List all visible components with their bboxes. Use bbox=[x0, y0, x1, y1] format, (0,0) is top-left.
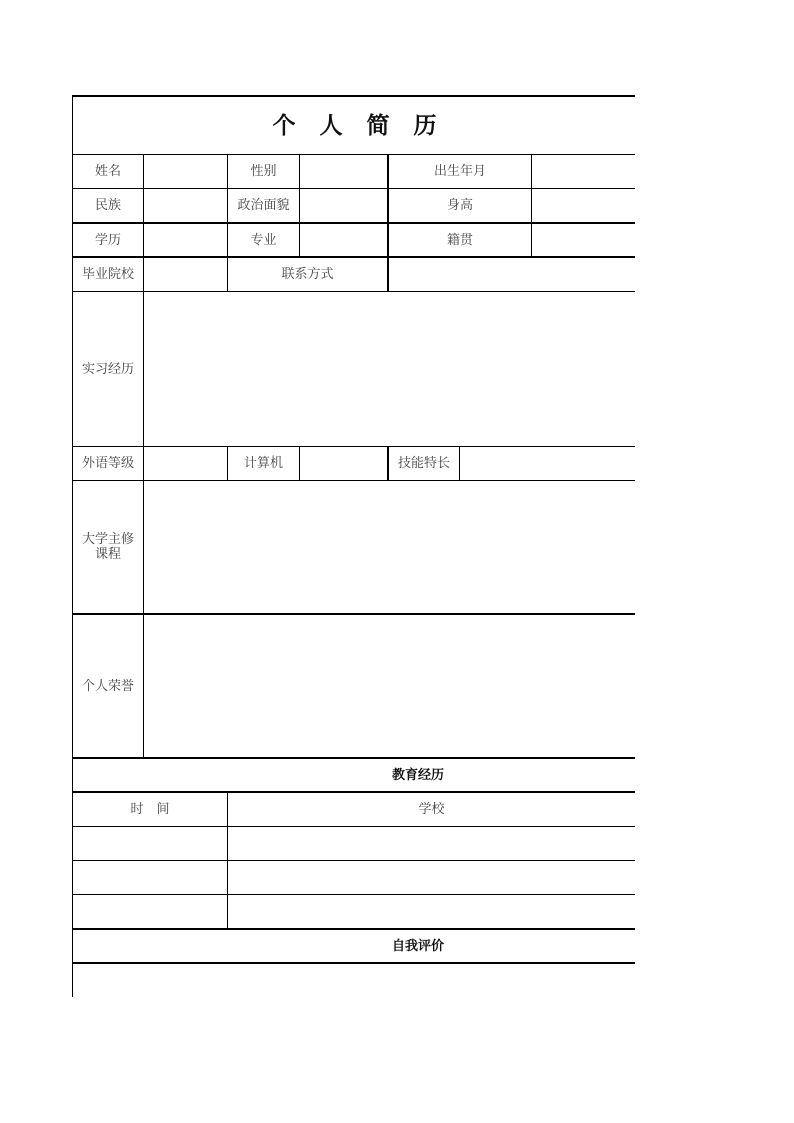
gender-value-cell[interactable] bbox=[300, 155, 387, 188]
label-courses: 大学主修课程 bbox=[81, 532, 134, 562]
foreign-language-value-cell[interactable] bbox=[144, 447, 227, 480]
label-honors: 个人荣誉 bbox=[81, 678, 134, 694]
label-native-place: 籍贯 bbox=[446, 232, 473, 248]
native-place-value-cell[interactable] bbox=[532, 224, 635, 256]
label-birth: 出生年月 bbox=[433, 164, 486, 179]
label-contact: 联系方式 bbox=[281, 267, 334, 282]
label-political-status: 政治面貌 bbox=[237, 198, 290, 213]
height-value-cell[interactable] bbox=[532, 189, 635, 222]
education-time-cell[interactable] bbox=[73, 895, 227, 928]
skills-value-cell[interactable] bbox=[460, 447, 635, 480]
label-height: 身高 bbox=[446, 198, 473, 213]
education-time-cell[interactable] bbox=[73, 861, 227, 894]
label-gender: 性别 bbox=[250, 164, 277, 179]
label-graduate-school: 毕业院校 bbox=[81, 267, 134, 282]
label-ethnicity: 民族 bbox=[94, 198, 121, 213]
education-school-cell[interactable] bbox=[228, 827, 635, 860]
label-education: 学历 bbox=[94, 232, 121, 248]
computer-value-cell[interactable] bbox=[300, 447, 387, 480]
label-internship: 实习经历 bbox=[81, 361, 134, 377]
education-col-school: 学校 bbox=[418, 802, 445, 817]
honors-value-cell[interactable] bbox=[144, 615, 635, 757]
education-time-cell[interactable] bbox=[73, 827, 227, 860]
internship-value-cell[interactable] bbox=[144, 292, 635, 446]
major-value-cell[interactable] bbox=[300, 224, 387, 256]
contact-value-cell[interactable] bbox=[389, 258, 635, 291]
courses-value-cell[interactable] bbox=[144, 481, 635, 613]
self-eval-heading: 自我评价 bbox=[391, 938, 444, 954]
label-foreign-language: 外语等级 bbox=[81, 456, 134, 471]
label-computer: 计算机 bbox=[243, 456, 283, 471]
graduate-school-value-cell[interactable] bbox=[144, 258, 227, 291]
education-section-heading: 教育经历 bbox=[391, 767, 444, 783]
birth-value-cell[interactable] bbox=[532, 155, 635, 188]
label-name: 姓名 bbox=[94, 164, 121, 179]
education-col-time: 时 间 bbox=[130, 802, 170, 817]
label-skills: 技能特长 bbox=[397, 456, 450, 471]
ethnicity-value-cell[interactable] bbox=[144, 189, 227, 222]
education-school-cell[interactable] bbox=[228, 895, 635, 928]
name-value-cell[interactable] bbox=[144, 155, 227, 188]
education-value-cell[interactable] bbox=[144, 224, 227, 256]
education-school-cell[interactable] bbox=[228, 861, 635, 894]
self-eval-value-cell[interactable] bbox=[73, 964, 635, 997]
page-title: 个人简历 bbox=[272, 112, 461, 139]
political-status-value-cell[interactable] bbox=[300, 189, 387, 222]
label-major: 专业 bbox=[250, 232, 277, 248]
